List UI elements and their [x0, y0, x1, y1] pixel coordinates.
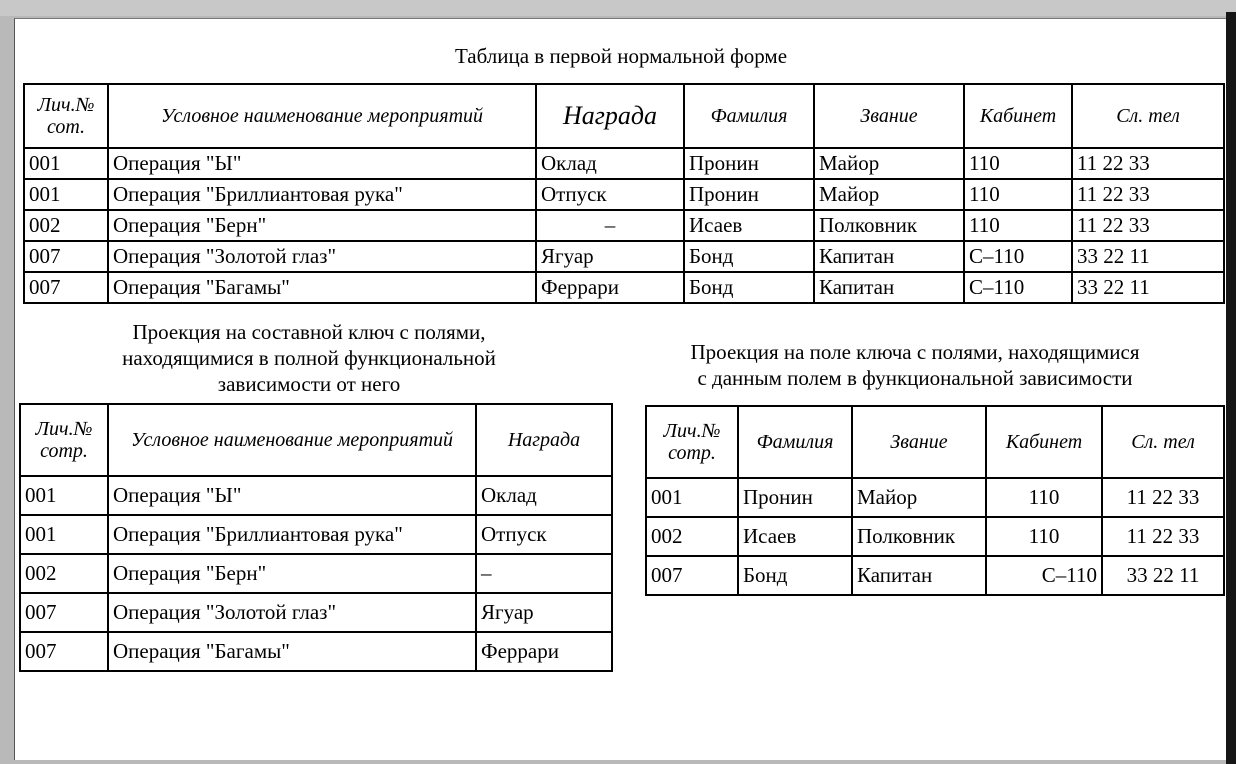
page-shadow	[1226, 12, 1236, 764]
col-header-award: Награда	[536, 84, 684, 148]
col-header-id: Лич.№ сотр.	[646, 406, 738, 478]
cell-surname: Пронин	[684, 148, 814, 179]
cell-surname: Пронин	[684, 179, 814, 210]
cell-rank: Полковник	[814, 210, 964, 241]
col-header-event: Условное наименование мероприятий	[108, 404, 476, 476]
col-header-id: Лич.№ сот.	[24, 84, 108, 148]
cell-office: 110	[964, 148, 1072, 179]
cell-award: –	[476, 554, 612, 593]
cell-award: Ягуар	[536, 241, 684, 272]
table-row	[24, 241, 1224, 272]
col-header-phone: Сл. тел	[1102, 406, 1224, 478]
cell-event: Операция "Берн"	[108, 210, 536, 241]
cell-event: Операция "Багамы"	[108, 632, 476, 671]
cell-surname: Пронин	[738, 478, 852, 517]
cell-id: 001	[20, 476, 108, 515]
col-header-phone: Сл. тел	[1072, 84, 1224, 148]
cell-id: 001	[24, 179, 108, 210]
table3-title	[615, 339, 1215, 391]
cell-surname: Исаев	[738, 517, 852, 556]
cell-office: 110	[986, 478, 1102, 517]
col-header-rank: Звание	[852, 406, 986, 478]
table-row	[24, 210, 1224, 241]
cell-phone: 11 22 33	[1102, 517, 1224, 556]
col-header-surname: Фамилия	[738, 406, 852, 478]
cell-surname: Исаев	[684, 210, 814, 241]
table2-title-line: зависимости от него	[217, 372, 401, 396]
table-row	[20, 476, 612, 515]
cell-phone: 11 22 33	[1072, 148, 1224, 179]
cell-surname: Бонд	[684, 241, 814, 272]
cell-surname: Бонд	[738, 556, 852, 595]
cell-event: Операция "Золотой глаз"	[108, 593, 476, 632]
cell-id: 007	[24, 241, 108, 272]
cell-id: 007	[646, 556, 738, 595]
table-row	[24, 272, 1224, 303]
table-row	[646, 556, 1224, 595]
cell-office: С–110	[986, 556, 1102, 595]
cell-phone: 33 22 11	[1072, 272, 1224, 303]
cell-event: Операция "Бриллиантовая рука"	[108, 515, 476, 554]
table2-title-line: Проекция на составной ключ с полями,	[132, 320, 486, 344]
cell-phone: 33 22 11	[1072, 241, 1224, 272]
cell-rank: Капитан	[814, 241, 964, 272]
cell-phone: 33 22 11	[1102, 556, 1224, 595]
cell-office: С–110	[964, 241, 1072, 272]
cell-phone: 11 22 33	[1072, 179, 1224, 210]
composite-key-projection-table	[19, 403, 613, 672]
cell-rank: Капитан	[814, 272, 964, 303]
cell-rank: Майор	[814, 148, 964, 179]
cell-id: 007	[20, 632, 108, 671]
col-header-office: Кабинет	[964, 84, 1072, 148]
cell-id: 001	[20, 515, 108, 554]
cell-phone: 11 22 33	[1072, 210, 1224, 241]
cell-id: 001	[24, 148, 108, 179]
cell-phone: 11 22 33	[1102, 478, 1224, 517]
table-row	[20, 632, 612, 671]
col-header-surname: Фамилия	[684, 84, 814, 148]
cell-id: 001	[646, 478, 738, 517]
table3-title-line: с данным полем в функциональной зависимости	[697, 366, 1133, 390]
background-edge	[0, 0, 1236, 16]
col-header-office: Кабинет	[986, 406, 1102, 478]
col-header-award: Награда	[476, 404, 612, 476]
table2-title-line: находящимися в полной функциональной	[122, 346, 496, 370]
cell-id: 002	[24, 210, 108, 241]
cell-award: Отпуск	[476, 515, 612, 554]
cell-award: Оклад	[536, 148, 684, 179]
cell-award: –	[536, 210, 684, 241]
table-row	[20, 593, 612, 632]
table3-title-line: Проекция на поле ключа с полями, находящимися	[690, 340, 1140, 364]
cell-event: Операция "Ы"	[108, 476, 476, 515]
cell-event: Операция "Золотой глаз"	[108, 241, 536, 272]
cell-rank: Майор	[814, 179, 964, 210]
table-row	[24, 148, 1224, 179]
table-header-row	[20, 404, 612, 476]
cell-id: 002	[646, 517, 738, 556]
cell-award: Отпуск	[536, 179, 684, 210]
col-header-event: Условное наименование мероприятий	[108, 84, 536, 148]
cell-event: Операция "Берн"	[108, 554, 476, 593]
cell-event: Операция "Ы"	[108, 148, 536, 179]
table-row	[646, 517, 1224, 556]
table-row	[646, 478, 1224, 517]
cell-office: 110	[964, 179, 1072, 210]
table-row	[20, 554, 612, 593]
col-header-rank: Звание	[814, 84, 964, 148]
cell-award: Феррари	[536, 272, 684, 303]
table-header-row	[646, 406, 1224, 478]
cell-surname: Бонд	[684, 272, 814, 303]
cell-id: 007	[24, 272, 108, 303]
table-row	[24, 179, 1224, 210]
cell-rank: Капитан	[852, 556, 986, 595]
table2-title	[19, 319, 599, 397]
table-header-row	[24, 84, 1224, 148]
cell-office: С–110	[964, 272, 1072, 303]
cell-award: Феррари	[476, 632, 612, 671]
cell-id: 002	[20, 554, 108, 593]
key-field-projection-table	[645, 405, 1225, 596]
cell-award: Оклад	[476, 476, 612, 515]
document-page	[14, 18, 1226, 760]
cell-office: 110	[964, 210, 1072, 241]
cell-event: Операция "Багамы"	[108, 272, 536, 303]
table1-title: Таблица в первой нормальной форме	[454, 44, 788, 68]
table-row	[20, 515, 612, 554]
cell-rank: Полковник	[852, 517, 986, 556]
cell-id: 007	[20, 593, 108, 632]
cell-event: Операция "Бриллиантовая рука"	[108, 179, 536, 210]
cell-award: Ягуар	[476, 593, 612, 632]
cell-office: 110	[986, 517, 1102, 556]
col-header-id: Лич.№ сотр.	[20, 404, 108, 476]
first-normal-form-table	[23, 83, 1225, 304]
cell-rank: Майор	[852, 478, 986, 517]
